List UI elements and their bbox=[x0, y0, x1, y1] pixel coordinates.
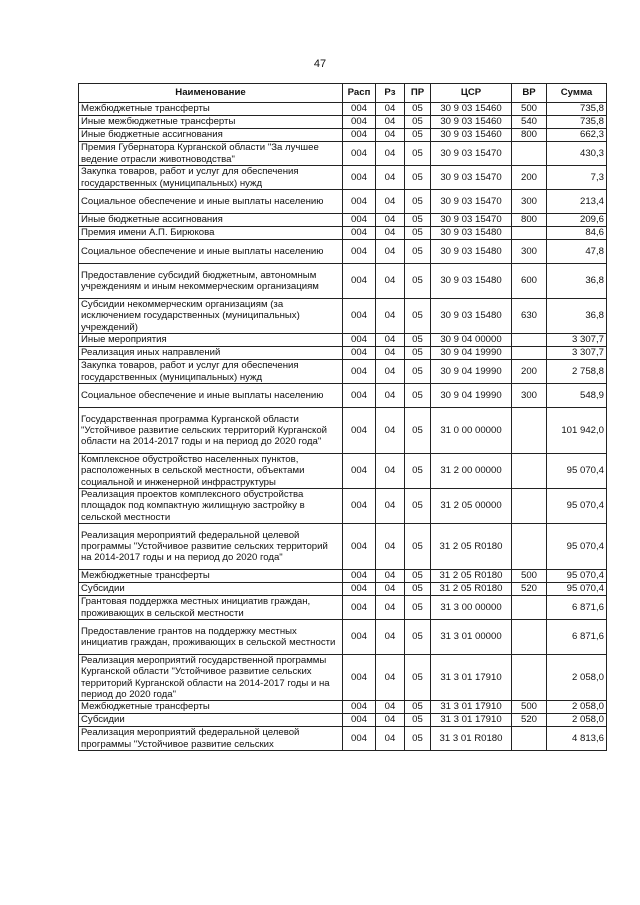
cell-rz: 04 bbox=[376, 620, 405, 655]
cell-rz: 04 bbox=[376, 583, 405, 596]
cell-sum: 4 813,6 bbox=[547, 727, 607, 751]
cell-pr: 05 bbox=[405, 166, 431, 190]
cell-csr: 30 9 04 19990 bbox=[431, 384, 512, 408]
cell-name: Социальное обеспечение и иные выплаты населению bbox=[79, 240, 343, 264]
cell-rasp: 004 bbox=[343, 701, 376, 714]
cell-name: Межбюджетные трансферты bbox=[79, 103, 343, 116]
cell-pr: 05 bbox=[405, 264, 431, 299]
cell-rz: 04 bbox=[376, 190, 405, 214]
cell-rasp: 004 bbox=[343, 727, 376, 751]
table-row bbox=[79, 360, 607, 384]
cell-csr: 31 0 00 00000 bbox=[431, 408, 512, 454]
table-row bbox=[79, 489, 607, 524]
cell-rasp: 004 bbox=[343, 583, 376, 596]
cell-rasp: 004 bbox=[343, 190, 376, 214]
cell-rasp: 004 bbox=[343, 454, 376, 489]
header-rz: Рз bbox=[376, 84, 405, 103]
cell-name: Межбюджетные трансферты bbox=[79, 570, 343, 583]
cell-name: Иные бюджетные ассигнования bbox=[79, 214, 343, 227]
table-row bbox=[79, 103, 607, 116]
cell-rz: 04 bbox=[376, 264, 405, 299]
cell-csr: 31 2 05 R0180 bbox=[431, 570, 512, 583]
cell-vr: 300 bbox=[512, 240, 547, 264]
cell-csr: 30 9 03 15480 bbox=[431, 240, 512, 264]
cell-rasp: 004 bbox=[343, 142, 376, 166]
cell-vr bbox=[512, 454, 547, 489]
cell-sum: 7,3 bbox=[547, 166, 607, 190]
cell-rasp: 004 bbox=[343, 570, 376, 583]
cell-rz: 04 bbox=[376, 347, 405, 360]
cell-name: Реализация проектов комплексного обустройства площадок под компактную жилищную застройку в сельской местности bbox=[79, 489, 343, 524]
page-number: 47 bbox=[313, 58, 327, 70]
cell-pr: 05 bbox=[405, 129, 431, 142]
cell-sum: 548,9 bbox=[547, 384, 607, 408]
table-row bbox=[79, 227, 607, 240]
table-row bbox=[79, 408, 607, 454]
table-row bbox=[79, 620, 607, 655]
table-row bbox=[79, 655, 607, 701]
cell-sum: 101 942,0 bbox=[547, 408, 607, 454]
cell-rz: 04 bbox=[376, 489, 405, 524]
cell-csr: 31 2 05 R0180 bbox=[431, 524, 512, 570]
table-row bbox=[79, 299, 607, 334]
cell-vr: 200 bbox=[512, 166, 547, 190]
cell-rasp: 004 bbox=[343, 620, 376, 655]
cell-sum: 430,3 bbox=[547, 142, 607, 166]
header-rasp: Расп bbox=[343, 84, 376, 103]
cell-pr: 05 bbox=[405, 334, 431, 347]
cell-sum: 213,4 bbox=[547, 190, 607, 214]
cell-sum: 84,6 bbox=[547, 227, 607, 240]
cell-name: Реализация иных направлений bbox=[79, 347, 343, 360]
cell-rasp: 004 bbox=[343, 360, 376, 384]
table-row bbox=[79, 116, 607, 129]
cell-rasp: 004 bbox=[343, 166, 376, 190]
cell-name: Реализация мероприятий государственной программы Курганской области "Устойчивое развитие сельских территорий Курганской области на 2014-2017 годы и на период до 2020 года" bbox=[79, 655, 343, 701]
table-row bbox=[79, 129, 607, 142]
cell-sum: 3 307,7 bbox=[547, 347, 607, 360]
header-name: Наименование bbox=[79, 84, 343, 103]
cell-rz: 04 bbox=[376, 142, 405, 166]
cell-name: Иные межбюджетные трансферты bbox=[79, 116, 343, 129]
cell-pr: 05 bbox=[405, 489, 431, 524]
cell-rasp: 004 bbox=[343, 116, 376, 129]
cell-sum: 47,8 bbox=[547, 240, 607, 264]
cell-pr: 05 bbox=[405, 360, 431, 384]
cell-csr: 30 9 04 00000 bbox=[431, 334, 512, 347]
cell-pr: 05 bbox=[405, 524, 431, 570]
cell-rz: 04 bbox=[376, 570, 405, 583]
cell-rasp: 004 bbox=[343, 655, 376, 701]
cell-csr: 31 2 05 00000 bbox=[431, 489, 512, 524]
cell-name: Социальное обеспечение и иные выплаты населению bbox=[79, 384, 343, 408]
cell-sum: 95 070,4 bbox=[547, 524, 607, 570]
cell-pr: 05 bbox=[405, 116, 431, 129]
cell-vr: 600 bbox=[512, 264, 547, 299]
cell-rasp: 004 bbox=[343, 408, 376, 454]
cell-csr: 30 9 04 19990 bbox=[431, 347, 512, 360]
table-row bbox=[79, 583, 607, 596]
cell-rasp: 004 bbox=[343, 214, 376, 227]
cell-rasp: 004 bbox=[343, 524, 376, 570]
cell-pr: 05 bbox=[405, 190, 431, 214]
cell-vr: 800 bbox=[512, 214, 547, 227]
cell-csr: 30 9 03 15460 bbox=[431, 129, 512, 142]
cell-rz: 04 bbox=[376, 384, 405, 408]
cell-csr: 31 3 01 R0180 bbox=[431, 727, 512, 751]
cell-csr: 30 9 03 15480 bbox=[431, 264, 512, 299]
cell-pr: 05 bbox=[405, 227, 431, 240]
cell-pr: 05 bbox=[405, 727, 431, 751]
header-pr: ПР bbox=[405, 84, 431, 103]
table-row bbox=[79, 240, 607, 264]
cell-csr: 30 9 03 15470 bbox=[431, 214, 512, 227]
cell-sum: 95 070,4 bbox=[547, 454, 607, 489]
cell-name: Закупка товаров, работ и услуг для обеспечения государственных (муниципальных) нужд bbox=[79, 166, 343, 190]
cell-pr: 05 bbox=[405, 655, 431, 701]
table-row bbox=[79, 384, 607, 408]
cell-vr: 800 bbox=[512, 129, 547, 142]
cell-name: Субсидии bbox=[79, 714, 343, 727]
cell-name: Реализация мероприятий федеральной целевой программы "Устойчивое развитие сельских территорий на 2014-2017 годы и на период до 2020 года" bbox=[79, 524, 343, 570]
cell-name: Иные бюджетные ассигнования bbox=[79, 129, 343, 142]
cell-pr: 05 bbox=[405, 596, 431, 620]
cell-rasp: 004 bbox=[343, 596, 376, 620]
cell-sum: 95 070,4 bbox=[547, 489, 607, 524]
cell-rasp: 004 bbox=[343, 129, 376, 142]
cell-vr bbox=[512, 620, 547, 655]
table-row bbox=[79, 142, 607, 166]
table-row bbox=[79, 166, 607, 190]
cell-sum: 209,6 bbox=[547, 214, 607, 227]
header-row bbox=[79, 84, 607, 103]
cell-vr bbox=[512, 408, 547, 454]
cell-rz: 04 bbox=[376, 408, 405, 454]
cell-rz: 04 bbox=[376, 299, 405, 334]
cell-vr bbox=[512, 655, 547, 701]
cell-csr: 30 9 03 15470 bbox=[431, 190, 512, 214]
cell-rasp: 004 bbox=[343, 240, 376, 264]
cell-name: Социальное обеспечение и иные выплаты населению bbox=[79, 190, 343, 214]
cell-name: Реализация мероприятий федеральной целевой программы "Устойчивое развитие сельских bbox=[79, 727, 343, 751]
cell-csr: 31 3 00 00000 bbox=[431, 596, 512, 620]
cell-sum: 3 307,7 bbox=[547, 334, 607, 347]
cell-vr bbox=[512, 489, 547, 524]
table-row bbox=[79, 214, 607, 227]
table-header bbox=[79, 84, 607, 103]
cell-name: Иные мероприятия bbox=[79, 334, 343, 347]
cell-name: Грантовая поддержка местных инициатив граждан, проживающих в сельской местности bbox=[79, 596, 343, 620]
cell-sum: 662,3 bbox=[547, 129, 607, 142]
table-row bbox=[79, 454, 607, 489]
cell-rz: 04 bbox=[376, 214, 405, 227]
cell-pr: 05 bbox=[405, 214, 431, 227]
cell-name: Субсидии некоммерческим организациям (за исключением государственных (муниципальных) учреждений) bbox=[79, 299, 343, 334]
cell-rasp: 004 bbox=[343, 103, 376, 116]
cell-pr: 05 bbox=[405, 701, 431, 714]
cell-name: Субсидии bbox=[79, 583, 343, 596]
cell-rasp: 004 bbox=[343, 227, 376, 240]
cell-pr: 05 bbox=[405, 620, 431, 655]
cell-csr: 31 3 01 17910 bbox=[431, 655, 512, 701]
cell-vr: 630 bbox=[512, 299, 547, 334]
cell-sum: 95 070,4 bbox=[547, 570, 607, 583]
cell-csr: 31 3 01 00000 bbox=[431, 620, 512, 655]
cell-sum: 2 758,8 bbox=[547, 360, 607, 384]
cell-csr: 31 3 01 17910 bbox=[431, 714, 512, 727]
cell-vr: 300 bbox=[512, 384, 547, 408]
cell-pr: 05 bbox=[405, 583, 431, 596]
cell-sum: 2 058,0 bbox=[547, 701, 607, 714]
cell-name: Премия имени А.П. Бирюкова bbox=[79, 227, 343, 240]
cell-rasp: 004 bbox=[343, 489, 376, 524]
cell-sum: 95 070,4 bbox=[547, 583, 607, 596]
cell-csr: 30 9 03 15480 bbox=[431, 227, 512, 240]
cell-rz: 04 bbox=[376, 714, 405, 727]
cell-rz: 04 bbox=[376, 701, 405, 714]
cell-vr bbox=[512, 596, 547, 620]
cell-csr: 31 2 00 00000 bbox=[431, 454, 512, 489]
cell-vr: 520 bbox=[512, 583, 547, 596]
cell-csr: 30 9 03 15460 bbox=[431, 116, 512, 129]
cell-sum: 6 871,6 bbox=[547, 596, 607, 620]
budget-table bbox=[78, 83, 607, 751]
cell-vr bbox=[512, 727, 547, 751]
cell-name: Государственная программа Курганской области "Устойчивое развитие сельских территорий Курганской области на 2014-2017 годы и на период до 2020 года" bbox=[79, 408, 343, 454]
table-row bbox=[79, 570, 607, 583]
cell-csr: 30 9 04 19990 bbox=[431, 360, 512, 384]
table-row bbox=[79, 596, 607, 620]
cell-sum: 36,8 bbox=[547, 299, 607, 334]
cell-pr: 05 bbox=[405, 299, 431, 334]
cell-rz: 04 bbox=[376, 227, 405, 240]
cell-vr: 300 bbox=[512, 190, 547, 214]
cell-csr: 30 9 03 15470 bbox=[431, 142, 512, 166]
cell-rasp: 004 bbox=[343, 299, 376, 334]
cell-vr: 500 bbox=[512, 103, 547, 116]
cell-vr bbox=[512, 142, 547, 166]
cell-rasp: 004 bbox=[343, 384, 376, 408]
cell-name: Комплексное обустройство населенных пунктов, расположенных в сельской местности, объектами социальной и инженерной инфраструктуры bbox=[79, 454, 343, 489]
table-body bbox=[79, 103, 607, 751]
cell-rz: 04 bbox=[376, 727, 405, 751]
cell-rz: 04 bbox=[376, 129, 405, 142]
cell-rasp: 004 bbox=[343, 334, 376, 347]
cell-pr: 05 bbox=[405, 384, 431, 408]
cell-sum: 735,8 bbox=[547, 103, 607, 116]
cell-rasp: 004 bbox=[343, 714, 376, 727]
cell-rasp: 004 bbox=[343, 264, 376, 299]
cell-csr: 30 9 03 15460 bbox=[431, 103, 512, 116]
cell-vr bbox=[512, 347, 547, 360]
cell-pr: 05 bbox=[405, 240, 431, 264]
table-row bbox=[79, 701, 607, 714]
cell-sum: 36,8 bbox=[547, 264, 607, 299]
cell-pr: 05 bbox=[405, 347, 431, 360]
cell-name: Предоставление грантов на поддержку местных инициатив граждан, проживающих в сельской местности bbox=[79, 620, 343, 655]
cell-rz: 04 bbox=[376, 334, 405, 347]
table-row bbox=[79, 190, 607, 214]
cell-sum: 2 058,0 bbox=[547, 714, 607, 727]
cell-vr: 200 bbox=[512, 360, 547, 384]
cell-rz: 04 bbox=[376, 166, 405, 190]
cell-pr: 05 bbox=[405, 408, 431, 454]
cell-rz: 04 bbox=[376, 103, 405, 116]
cell-csr: 30 9 03 15480 bbox=[431, 299, 512, 334]
cell-pr: 05 bbox=[405, 142, 431, 166]
cell-rz: 04 bbox=[376, 524, 405, 570]
cell-rz: 04 bbox=[376, 596, 405, 620]
cell-vr bbox=[512, 227, 547, 240]
cell-csr: 30 9 03 15470 bbox=[431, 166, 512, 190]
header-sum: Сумма bbox=[547, 84, 607, 103]
cell-name: Предоставление субсидий бюджетным, автономным учреждениям и иным некоммерческим организациям bbox=[79, 264, 343, 299]
cell-vr bbox=[512, 334, 547, 347]
table-row bbox=[79, 264, 607, 299]
cell-rz: 04 bbox=[376, 655, 405, 701]
cell-csr: 31 2 05 R0180 bbox=[431, 583, 512, 596]
header-vr: ВР bbox=[512, 84, 547, 103]
cell-pr: 05 bbox=[405, 454, 431, 489]
cell-pr: 05 bbox=[405, 103, 431, 116]
cell-name: Закупка товаров, работ и услуг для обеспечения государственных (муниципальных) нужд bbox=[79, 360, 343, 384]
cell-vr bbox=[512, 524, 547, 570]
table-row bbox=[79, 334, 607, 347]
cell-rz: 04 bbox=[376, 454, 405, 489]
table-row bbox=[79, 727, 607, 751]
cell-sum: 735,8 bbox=[547, 116, 607, 129]
cell-vr: 520 bbox=[512, 714, 547, 727]
cell-vr: 540 bbox=[512, 116, 547, 129]
cell-rz: 04 bbox=[376, 240, 405, 264]
cell-rz: 04 bbox=[376, 116, 405, 129]
cell-csr: 31 3 01 17910 bbox=[431, 701, 512, 714]
table-row bbox=[79, 714, 607, 727]
cell-vr: 500 bbox=[512, 570, 547, 583]
cell-rasp: 004 bbox=[343, 347, 376, 360]
cell-name: Межбюджетные трансферты bbox=[79, 701, 343, 714]
cell-vr: 500 bbox=[512, 701, 547, 714]
header-csr: ЦСР bbox=[431, 84, 512, 103]
cell-pr: 05 bbox=[405, 570, 431, 583]
cell-sum: 6 871,6 bbox=[547, 620, 607, 655]
cell-name: Премия Губернатора Курганской области "За лучшее ведение отрасли животноводства" bbox=[79, 142, 343, 166]
table-row bbox=[79, 524, 607, 570]
table-row bbox=[79, 347, 607, 360]
cell-sum: 2 058,0 bbox=[547, 655, 607, 701]
cell-pr: 05 bbox=[405, 714, 431, 727]
cell-rz: 04 bbox=[376, 360, 405, 384]
